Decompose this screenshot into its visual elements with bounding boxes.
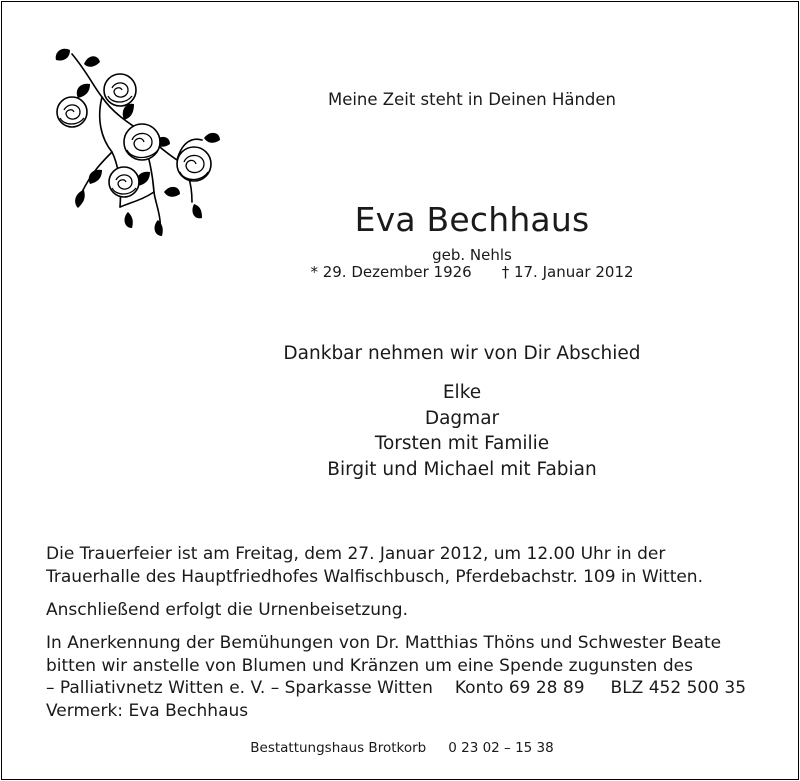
mourner-name: Torsten mit Familie <box>374 433 550 454</box>
burial-info: Anschließend erfolgt die Urnenbeisetzung. <box>46 600 408 620</box>
donation-note: Vermerk: Eva Bechhaus <box>46 700 249 721</box>
farewell-line: Dankbar nehmen wir von Dir Abschied <box>283 343 641 364</box>
donation-info <box>46 632 786 722</box>
undertaker-name: Bestattungshaus Brotkorb <box>250 740 427 756</box>
motto: Meine Zeit steht in Deinen Händen <box>327 90 617 109</box>
bank-details <box>46 677 786 700</box>
mourners-list <box>222 380 702 482</box>
life-dates <box>302 263 642 281</box>
mourner-name: Birgit und Michael mit Fabian <box>327 458 597 480</box>
obituary-notice <box>1 1 799 780</box>
ceremony-line: Trauerhalle des Hauptfriedhofes Walfischbusch, Pferdebachstr. 109 in Witten. <box>46 566 703 587</box>
birth-date: * 29. Dezember 1926 <box>310 263 472 281</box>
birth-name: geb. Nehls <box>432 246 512 264</box>
donation-line: In Anerkennung der Bemühungen von Dr. Matthias Thöns und Schwester Beate <box>46 633 722 653</box>
mourner-name: Elke <box>442 382 482 403</box>
donation-line: bitten wir anstelle von Blumen und Kränzen um eine Spende zugunsten des <box>46 655 693 676</box>
undertaker-phone: 0 23 02 – 15 38 <box>448 740 554 756</box>
roses-icon <box>42 42 232 242</box>
death-date: † 17. Januar 2012 <box>501 263 634 281</box>
deceased-name: Eva Bechhaus <box>354 200 590 239</box>
ceremony-line: Die Trauerfeier ist am Freitag, dem 27. Januar 2012, um 12.00 Uhr in der <box>46 544 666 564</box>
bank-code: BLZ 452 500 35 <box>610 678 747 698</box>
account-number: Konto 69 28 89 <box>454 678 585 698</box>
footer <box>162 740 642 756</box>
mourner-name: Dagmar <box>424 407 500 429</box>
ceremony-info <box>46 543 786 588</box>
donation-recipient: – Palliativnetz Witten e. V. – Sparkasse Witten <box>46 678 433 698</box>
